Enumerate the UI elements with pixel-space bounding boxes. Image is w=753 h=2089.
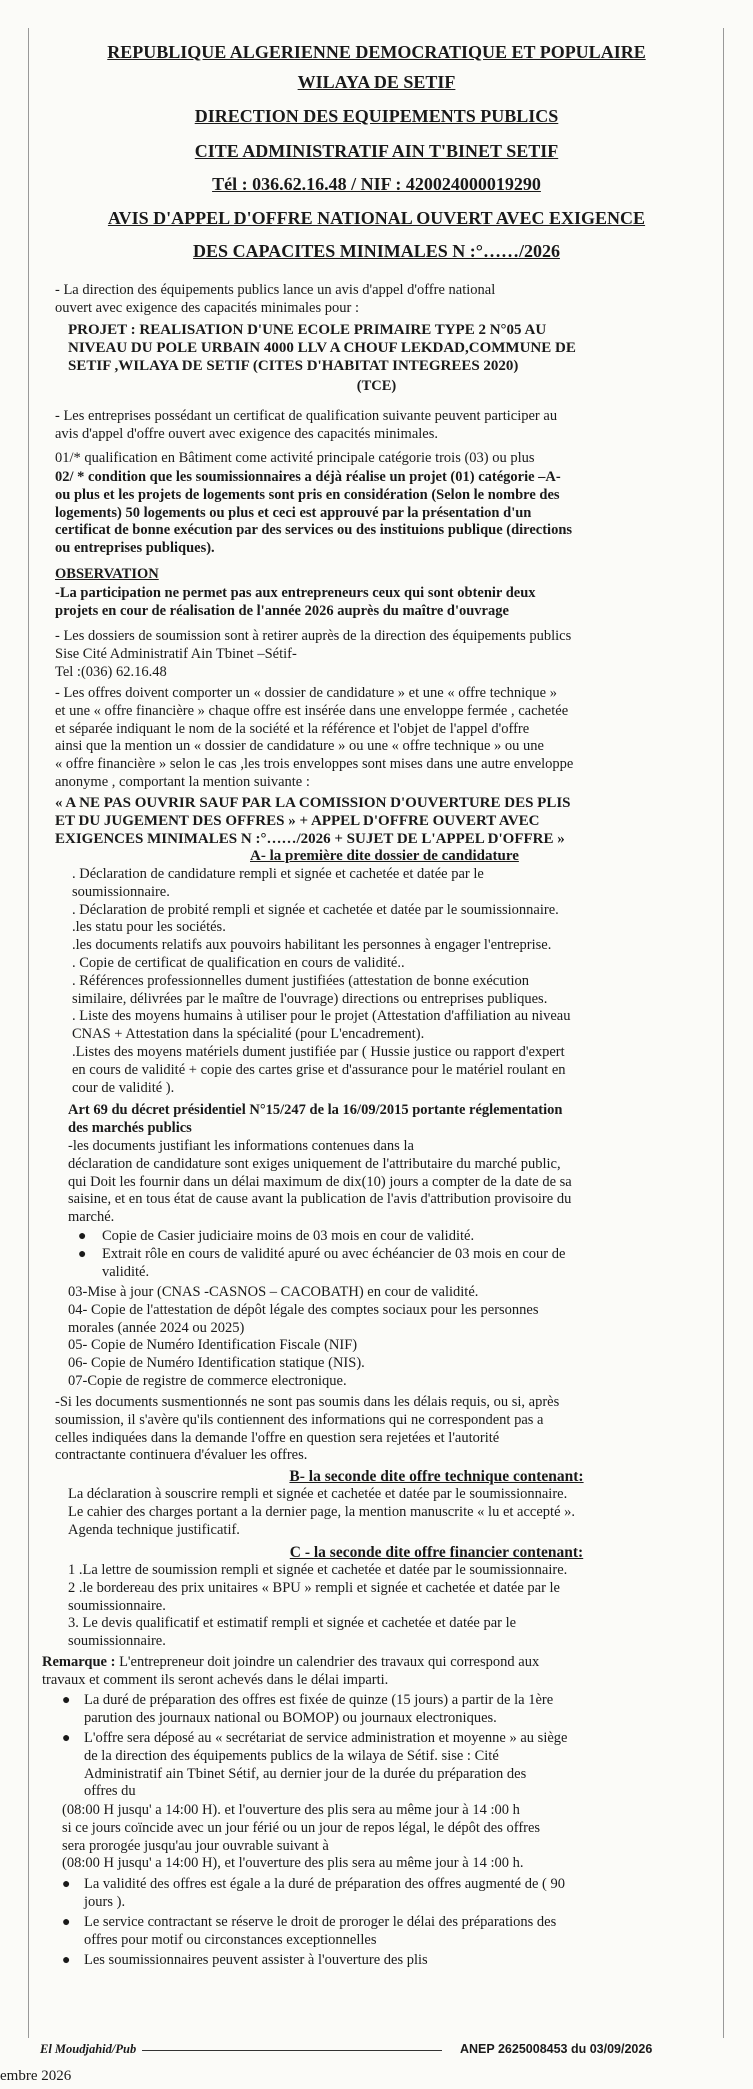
final-duration: La duré de préparation des offres est fixée de quinze (15 jours) a partir de la 1ère parution des journaux national ou BOMOP) ou journaux electroniques.	[84, 1692, 554, 1726]
offres-text: - Les offres doivent comporter un « dossier de candidature » et une « offre technique » et une « offre financière » chaque offre est insérée dans une enveloppe fermée , cachetée et séparée indiquant le nom de la société et la référence et l'objet de l'appel d'offre ainsi que la mention un « dossier de candidature » ou une « offre technique » ou une « offre financière » selon le cas ,les trois enveloppes sont mises dans une autre enveloppe anonyme , comportant la mention suivante :	[55, 685, 574, 790]
bullet-marker: ●	[78, 1229, 87, 1244]
bullet-extrait: Extrait rôle en cours de validité apuré ou avec échéancier de 03 mois en cour de validité.	[102, 1246, 566, 1280]
footer-reference: ANEP 2625008453 du 03/09/2026	[460, 2042, 653, 2056]
condition-1: 01/* qualification en Bâtiment come activité principale catégorie trois (03) ou plus	[55, 450, 535, 466]
project-description: PROJET : REALISATION D'UNE ECOLE PRIMAIRE TYPE 2 N°05 AU NIVEAU DU POLE URBAIN 4000 LLV A CHOUF LEKDAD,COMMUNE DE SETIF ,WILAYA DE SETIF (CITES D'HABITAT INTEGREES 2020)	[68, 322, 576, 374]
remarque-label: Remarque :	[42, 1654, 116, 1670]
final-deposit: L'offre sera déposé au « secrétariat de service administration et moyenne » au siège de la direction des équipements publics de la wilaya de Sétif. sise : Cité Administratif ain Tbinet Sétif, au dernier jour de la durée du préparation des offres du	[84, 1730, 568, 1800]
final-validity: La validité des offres est égale a la duré de préparation des offres augmenté de ( 90 jours ).	[84, 1876, 565, 1910]
observation-text: -La participation ne permet pas aux entrepreneurs ceux qui sont obtenir deux projets en cour de réalisation de l'année 2026 auprès du maître d'ouvrage	[55, 585, 536, 619]
footer-rule	[142, 2050, 442, 2051]
non-submission-text: -Si les documents susmentionnés ne sont pas soumis dans les délais requis, ou si, après soumission, il s'avère qu'ils contiennent des informations qui ne correspondent pas a celles indiquées dans la demande l'offre en question sera rejetées et l'autorité contractante continuera d'évaluer les offres.	[55, 1394, 560, 1464]
required-docs: 03-Mise à jour (CNAS -CASNOS – CACOBATH) en cour de validité. 04- Copie de l'attestation de dépôt légale des comptes sociaux pour les personnes morales (année 2024 ou 2025) 05- Copie de Numéro Identification Fiscale (NIF) 06- Copie de Numéro Identification statique (NIS). 07-Copie de registre de commerce electronique.	[68, 1284, 539, 1389]
bullet-marker: ●	[62, 1877, 71, 1892]
final-deposit-hours: (08:00 H jusqu' a 14:00 H). et l'ouverture des plis sera au même jour à 14 :00 h si ce jours coïncide avec un jour férié ou un jour de repos légal, le dépôt des offres sera prorogée jusqu'au jour ouvrable suivant à (08:00 H jusqu' a 14:00 H), et l'ouverture des plis sera au même jour à 14 :00 h.	[62, 1802, 541, 1872]
header-contact: Tél : 036.62.16.48 / NIF : 420024000019290	[212, 174, 541, 194]
header-address: CITE ADMINISTRATIF AIN T'BINET SETIF	[194, 141, 559, 161]
section-b-items: La déclaration à souscrire rempli et signée et cachetée et datée par le soumissionnaire. Le cahier des charges portant a la dernier page, la mention manuscrite « lu et accepté ». Agenda technique justificatif.	[68, 1486, 576, 1538]
bullet-marker: ●	[62, 1953, 71, 1968]
envelope-mention: « A NE PAS OUVRIR SAUF PAR LA COMISSION D'OUVERTURE DES PLIS ET DU JUGEMENT DES OFFRES » + APPEL D'OFFRE OUVERT AVEC EXIGENCES MINIMALES N :°……/2026 + SUJET DE L'APPEL D'OFFRE »	[55, 795, 571, 847]
header-wilaya: WILAYA DE SETIF	[297, 72, 456, 92]
bullet-marker: ●	[62, 1693, 71, 1708]
remarque-text: L'entrepreneur doit joindre un calendrier des travaux qui correspond aux travaux et comment ils seront achevés dans le délai imparti.	[42, 1654, 540, 1688]
observation-title: OBSERVATION	[55, 566, 159, 582]
bullet-marker: ●	[62, 1915, 71, 1930]
footer-date-fragment: embre 2026	[0, 2068, 72, 2084]
section-a-items: . Déclaration de candidature rempli et signée et cachetée et datée par le soumissionnaire. . Déclaration de probité rempli et signée et cachetée et datée par le soumissionnaire. .les statu pour les sociétés. .les documents relatifs aux pouvoirs habilitant les personnes à engager l'entreprise. . Copie de certificat de qualification en cours de validité.. . Références professionnelles dument justifiées (attestation de bonne exécution similaire, délivrées par le maître de l'ouvrage) directions ou entreprises publiques. . Liste des moyens humains à utiliser pour le projet (Attestation d'affiliation au niveau CNAS + Attestation dans la spécialité (pour L'encadrement). .Listes des moyens matériels dument justifiée par ( Hussie justice ou rapport d'expert en cours de validité + copie des cartes grise et d'assurance pour le matériel roulant en cour de validité ).	[72, 866, 571, 1096]
final-attendance: Les soumissionnaires peuvent assister à l'ouverture des plis	[84, 1952, 428, 1968]
section-a-title: A- la première dite dossier de candidature	[250, 848, 519, 864]
section-c-items: 1 .La lettre de soumission rempli et signée et cachetée et datée par le soumissionnaire. 2 .le bordereau des prix unitaires « BPU » rempli et signée et cachetée et datée par le soumissionnaire. 3. Le devis qualificatif et estimatif rempli et signée et cachetée et datée par le soumissionnaire.	[68, 1562, 568, 1650]
bullet-marker: ●	[62, 1731, 71, 1746]
eligibility-text: - Les entreprises possédant un certificat de qualification suivante peuvent participer au avis d'appel d'offre ouvert avec exigence des capacités minimales.	[55, 408, 558, 442]
condition-2: 02/ * condition que les soumissionnaires a déjà réalise un projet (01) catégorie –A- ou plus et les projets de logements sont pris en considération (Selon le nombre des logements) 50 logements ou plus et ceci est approuvé par la présentation d'un certificat de bonne exécution par des services ou des instituions publique (directions ou entreprises publiques).	[55, 469, 573, 557]
header-republic: REPUBLIQUE ALGERIENNE DEMOCRATIQUE ET POPULAIRE	[107, 42, 646, 62]
retrait-text: - Les dossiers de soumission sont à retirer auprès de la direction des équipements publics Sise Cité Administratif Ain Tbinet –Sétif- Tel :(036) 62.16.48	[55, 628, 572, 680]
notice-title-line1: AVIS D'APPEL D'OFFRE NATIONAL OUVERT AVEC EXIGENCE	[107, 208, 646, 228]
art69-text: -les documents justifiant les informations contenues dans la déclaration de candidature sont exiges uniquement de l'attributaire du marché public, qui Doit les fournir dans un délai maximum de dix(10) jours a compter de la date de sa saisine, et en tous état de cause avant la publication de l'avis d'attribution provisoire du marché.	[68, 1138, 572, 1226]
tce-label: (TCE)	[356, 378, 397, 394]
bullet-marker: ●	[78, 1247, 87, 1262]
art69-heading: Art 69 du décret présidentiel N°15/247 de la 16/09/2015 portante réglementation des marchés publics	[68, 1102, 563, 1136]
remarque-block	[42, 1654, 712, 1690]
section-c-title: C - la seconde dite offre financier contenant:	[289, 1544, 584, 1561]
section-b-title: B- la seconde dite offre technique contenant:	[289, 1468, 584, 1485]
notice-title-line2: DES CAPACITES MINIMALES N :°……/2026	[193, 241, 560, 261]
footer-publisher: El Moudjahid/Pub	[40, 2042, 137, 2056]
intro-text: - La direction des équipements publics lance un avis d'appel d'offre national ouvert avec exigence des capacités minimales pour :	[55, 282, 496, 316]
final-prorogation: Le service contractant se réserve le droit de proroger le délai des préparations des offres pour motif ou circonstances exceptionnelles	[84, 1914, 557, 1948]
header-direction: DIRECTION DES EQUIPEMENTS PUBLICS	[194, 106, 559, 126]
bullet-casier: Copie de Casier judiciaire moins de 03 mois en cour de validité.	[102, 1228, 475, 1244]
